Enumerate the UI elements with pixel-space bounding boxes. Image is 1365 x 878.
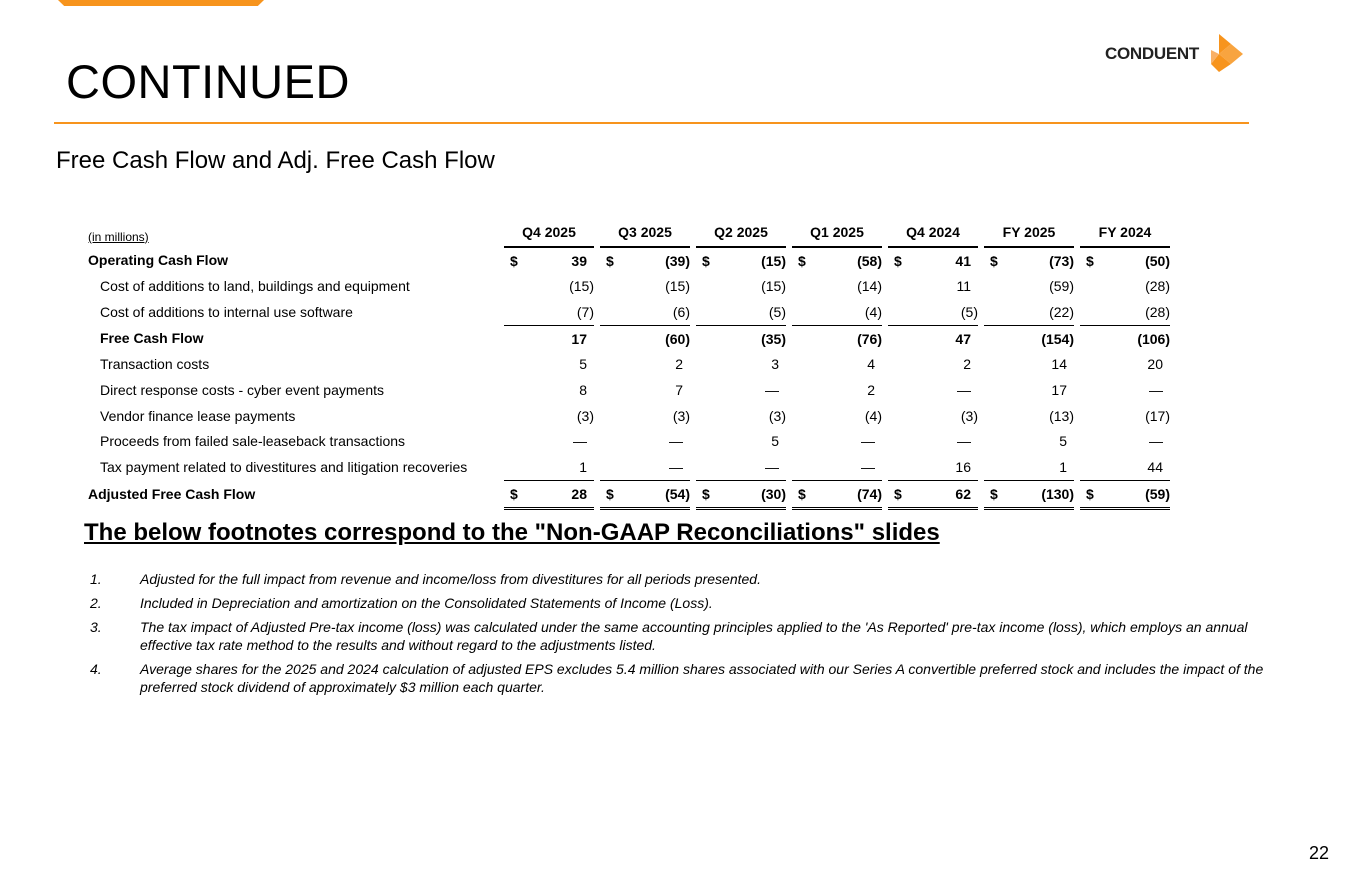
- currency-symbol: [792, 299, 808, 325]
- table-row: [84, 351, 1170, 377]
- value-cell: 8: [579, 381, 587, 398]
- value-cell: (130): [1000, 480, 1074, 508]
- row-label: Tax payment related to divestitures and litigation recoveries: [100, 459, 468, 476]
- currency-symbol: [696, 377, 712, 403]
- currency-symbol: [984, 429, 1000, 455]
- value-cell: (154): [1000, 325, 1074, 351]
- currency-symbol: [504, 325, 520, 351]
- currency-symbol: [504, 377, 520, 403]
- value-cell: (3): [672, 407, 690, 424]
- value-cell: 28: [520, 480, 594, 508]
- footnote-text: Average shares for the 2025 and 2024 calculation of adjusted EPS excludes 5.4 million shares associated with our Series A convertible preferred stock and includes the impact of the preferred stock dividend of approximately $3 million each quarter.: [140, 661, 1264, 695]
- value-cell: (15): [665, 278, 690, 295]
- value-cell: 5: [1059, 433, 1067, 450]
- value-cell: (22): [1049, 303, 1074, 320]
- currency-symbol: $: [984, 480, 1000, 508]
- currency-symbol: [696, 454, 712, 480]
- row-label: Transaction costs: [100, 356, 210, 373]
- currency-symbol: [600, 403, 616, 429]
- value-cell: —: [669, 459, 683, 476]
- footnote-number: 2.: [90, 595, 102, 611]
- value-cell: —: [861, 459, 875, 476]
- currency-symbol: [696, 403, 712, 429]
- column-header: Q3 2025: [600, 218, 690, 247]
- unit-label: (in millions): [88, 229, 149, 244]
- footnote-number: 4.: [90, 661, 102, 677]
- currency-symbol: $: [606, 252, 614, 269]
- value-cell: 47: [904, 325, 978, 351]
- value-cell: (35): [712, 325, 786, 351]
- value-cell: (5): [768, 303, 786, 320]
- value-cell: (5): [960, 303, 978, 320]
- currency-symbol: [600, 273, 616, 299]
- value-cell: 17: [520, 325, 594, 351]
- currency-symbol: [792, 403, 808, 429]
- value-cell: (15): [569, 278, 594, 295]
- currency-symbol: [696, 325, 712, 351]
- value-cell: (76): [808, 325, 882, 351]
- footnote-item: [90, 594, 1280, 612]
- currency-symbol: [600, 325, 616, 351]
- currency-symbol: $: [888, 480, 904, 508]
- value-cell: —: [957, 433, 971, 450]
- currency-symbol: [792, 377, 808, 403]
- currency-symbol: [600, 429, 616, 455]
- footnote-number: 1.: [90, 571, 102, 587]
- currency-symbol: [600, 454, 616, 480]
- currency-symbol: [888, 351, 904, 377]
- currency-symbol: [888, 299, 904, 325]
- value-cell: 16: [955, 459, 971, 476]
- column-header: Q2 2025: [696, 218, 786, 247]
- top-accent-bar: [58, 0, 264, 6]
- value-cell: 2: [867, 381, 875, 398]
- currency-symbol: [888, 403, 904, 429]
- title-divider: [54, 122, 1249, 124]
- value-cell: —: [765, 459, 779, 476]
- value-cell: (60): [616, 325, 690, 351]
- footnote-text: Adjusted for the full impact from revenue and income/loss from divestitures for all periods presented.: [140, 571, 761, 587]
- currency-symbol: [792, 351, 808, 377]
- currency-symbol: [1080, 429, 1096, 455]
- currency-symbol: $: [504, 480, 520, 508]
- value-cell: 14: [1051, 356, 1067, 373]
- currency-symbol: $: [1086, 252, 1094, 269]
- currency-symbol: [1080, 273, 1096, 299]
- currency-symbol: [504, 403, 520, 429]
- currency-symbol: [696, 299, 712, 325]
- row-label: Free Cash Flow: [100, 330, 204, 347]
- currency-symbol: [1080, 454, 1096, 480]
- row-label: Vendor finance lease payments: [100, 407, 296, 424]
- value-cell: —: [1149, 381, 1163, 398]
- currency-symbol: [792, 429, 808, 455]
- currency-symbol: [984, 403, 1000, 429]
- currency-symbol: [504, 454, 520, 480]
- currency-symbol: [1080, 351, 1096, 377]
- currency-symbol: [1080, 377, 1096, 403]
- currency-symbol: [600, 351, 616, 377]
- value-cell: (4): [864, 303, 882, 320]
- table-row: [84, 273, 1170, 299]
- value-cell: 2: [963, 356, 971, 373]
- value-cell: 5: [579, 356, 587, 373]
- value-cell: (50): [1145, 252, 1170, 269]
- value-cell: 7: [675, 381, 683, 398]
- table-row: [84, 325, 1170, 351]
- value-cell: (106): [1096, 325, 1170, 351]
- footnote-number: 3.: [90, 619, 102, 635]
- value-cell: —: [861, 433, 875, 450]
- table-body: [84, 247, 1170, 508]
- conduent-logo: [1105, 34, 1245, 74]
- currency-symbol: [984, 273, 1000, 299]
- footnote-text: Included in Depreciation and amortization on the Consolidated Statements of Income (Loss).: [140, 595, 713, 611]
- page-title: CONTINUED: [66, 55, 350, 108]
- currency-symbol: $: [990, 252, 998, 269]
- value-cell: 41: [955, 252, 971, 269]
- currency-symbol: [888, 429, 904, 455]
- currency-symbol: $: [696, 480, 712, 508]
- page-number: 22: [1309, 843, 1330, 863]
- value-cell: (7): [576, 303, 594, 320]
- logo-text: CONDUENT: [1105, 44, 1199, 63]
- currency-symbol: [696, 429, 712, 455]
- currency-symbol: [696, 351, 712, 377]
- value-cell: (59): [1049, 278, 1074, 295]
- currency-symbol: $: [702, 252, 710, 269]
- value-cell: (15): [761, 278, 786, 295]
- value-cell: (54): [616, 480, 690, 508]
- currency-symbol: [504, 351, 520, 377]
- column-header: Q1 2025: [792, 218, 882, 247]
- section-title: Free Cash Flow and Adj. Free Cash Flow: [56, 147, 495, 174]
- table-header-row: [84, 218, 1170, 247]
- currency-symbol: $: [600, 480, 616, 508]
- value-cell: 5: [771, 433, 779, 450]
- column-header: Q4 2024: [888, 218, 978, 247]
- currency-symbol: $: [792, 480, 808, 508]
- value-cell: (58): [857, 252, 882, 269]
- value-cell: 44: [1147, 459, 1163, 476]
- value-cell: (73): [1049, 252, 1074, 269]
- value-cell: 20: [1147, 356, 1163, 373]
- currency-symbol: [984, 325, 1000, 351]
- currency-symbol: [984, 454, 1000, 480]
- value-cell: (14): [857, 278, 882, 295]
- value-cell: (3): [768, 407, 786, 424]
- value-cell: —: [765, 381, 779, 398]
- value-cell: —: [1149, 433, 1163, 450]
- value-cell: —: [957, 381, 971, 398]
- value-cell: (3): [576, 407, 594, 424]
- value-cell: (30): [712, 480, 786, 508]
- free-cash-flow-table: [84, 218, 1170, 510]
- table-row: [84, 454, 1170, 480]
- row-label: Cost of additions to internal use software: [100, 304, 353, 321]
- logo-mark-icon: [1205, 34, 1245, 74]
- currency-symbol: [888, 325, 904, 351]
- row-label: Proceeds from failed sale-leaseback transactions: [100, 433, 406, 450]
- currency-symbol: [600, 377, 616, 403]
- currency-symbol: [984, 377, 1000, 403]
- value-cell: (13): [1049, 407, 1074, 424]
- currency-symbol: [504, 273, 520, 299]
- footnote-text: The tax impact of Adjusted Pre-tax income (loss) was calculated under the same accounting principles applied to the 'As Reported' pre-tax income (loss), which employs an annual effective tax rate method to the results and without regard to the adjustments listed.: [140, 619, 1248, 653]
- value-cell: (6): [672, 303, 690, 320]
- footnotes-list: [90, 570, 1280, 702]
- value-cell: 4: [867, 356, 875, 373]
- value-cell: (59): [1096, 480, 1170, 508]
- footnotes-title: The below footnotes correspond to the "Non-GAAP Reconciliations" slides: [84, 519, 940, 546]
- value-cell: (74): [808, 480, 882, 508]
- value-cell: 39: [571, 252, 587, 269]
- currency-symbol: $: [798, 252, 806, 269]
- currency-symbol: [984, 351, 1000, 377]
- row-label: Direct response costs - cyber event payments: [100, 381, 385, 398]
- value-cell: (28): [1145, 278, 1170, 295]
- table-row: [84, 480, 1170, 508]
- table-row: [84, 299, 1170, 325]
- value-cell: 11: [956, 278, 971, 295]
- currency-symbol: [1080, 325, 1096, 351]
- value-cell: (15): [761, 252, 786, 269]
- value-cell: (17): [1145, 407, 1170, 424]
- value-cell: 2: [675, 356, 683, 373]
- value-cell: 1: [1059, 459, 1067, 476]
- currency-symbol: [888, 454, 904, 480]
- table-row: [84, 377, 1170, 403]
- table-row: [84, 429, 1170, 455]
- currency-symbol: [888, 377, 904, 403]
- currency-symbol: [696, 273, 712, 299]
- value-cell: —: [669, 433, 683, 450]
- footnote-item: [90, 618, 1280, 654]
- column-header: Q4 2025: [504, 218, 594, 247]
- column-header: FY 2025: [984, 218, 1074, 247]
- value-cell: (39): [665, 252, 690, 269]
- value-cell: (28): [1145, 303, 1170, 320]
- table-row: [84, 247, 1170, 274]
- footnote-item: [90, 660, 1280, 696]
- value-cell: 3: [771, 356, 779, 373]
- currency-symbol: [1080, 403, 1096, 429]
- currency-symbol: [792, 325, 808, 351]
- currency-symbol: [504, 429, 520, 455]
- currency-symbol: $: [1080, 480, 1096, 508]
- currency-symbol: [1080, 299, 1096, 325]
- currency-symbol: [888, 273, 904, 299]
- value-cell: (4): [864, 407, 882, 424]
- value-cell: 17: [1051, 381, 1067, 398]
- value-cell: 1: [579, 459, 587, 476]
- value-cell: (3): [960, 407, 978, 424]
- footnote-item: [90, 570, 1280, 588]
- row-label: Operating Cash Flow: [88, 252, 229, 269]
- column-header: FY 2024: [1080, 218, 1170, 247]
- currency-symbol: [792, 454, 808, 480]
- currency-symbol: [504, 299, 520, 325]
- table-row: [84, 403, 1170, 429]
- currency-symbol: $: [894, 252, 902, 269]
- currency-symbol: [600, 299, 616, 325]
- value-cell: 62: [904, 480, 978, 508]
- value-cell: —: [573, 433, 587, 450]
- currency-symbol: $: [510, 252, 518, 269]
- currency-symbol: [792, 273, 808, 299]
- row-label: Adjusted Free Cash Flow: [88, 486, 256, 503]
- currency-symbol: [984, 299, 1000, 325]
- row-label: Cost of additions to land, buildings and equipment: [100, 278, 410, 295]
